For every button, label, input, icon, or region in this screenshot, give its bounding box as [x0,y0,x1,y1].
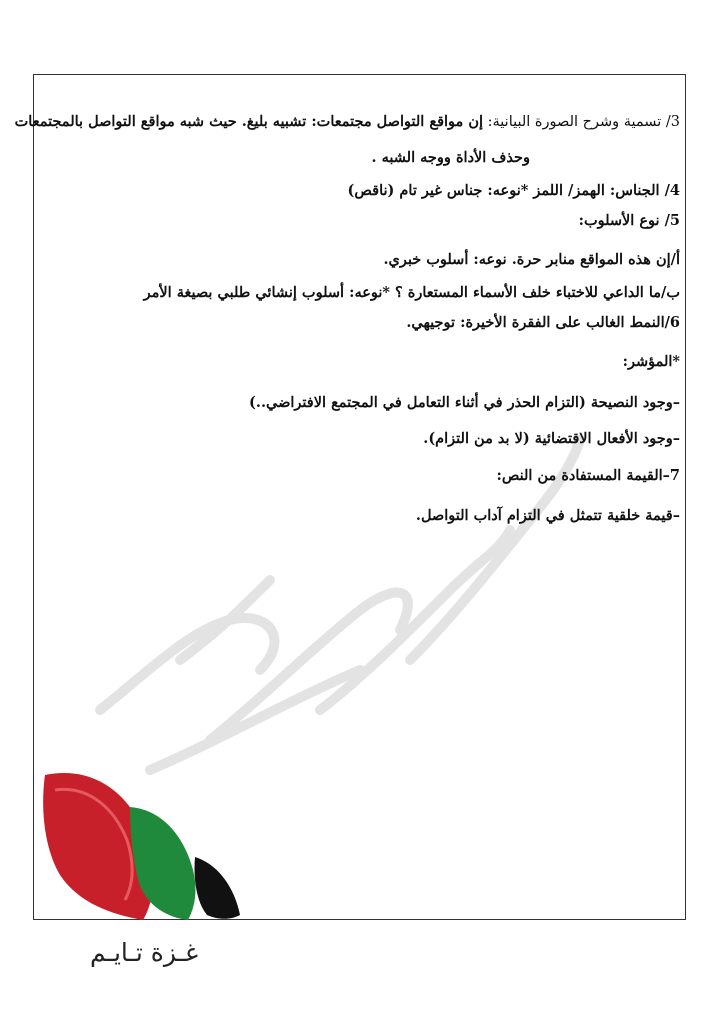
line-3: 4/ الجناس: الهمز/ اللمز *نوعه: جناس غير تام (ناقص) [347,182,680,199]
line-7: 6/النمط الغالب على الفقرة الأخيرة: توجيهي. [406,314,680,331]
line-11: 7–القيمة المستفادة من النص: [496,467,680,484]
line-6: ب/ما الداعي للاختباء خلف الأسماء المستعارة ؟ *نوعه: أسلوب إنشائي طلبي بصيغة الأمر [143,284,680,301]
line-9: –وجود النصيحة (التزام الحذر في أثناء التعامل في المجتمع الافتراضي..) [249,394,680,411]
line-12: –قيمة خلقية تتمثل في التزام آداب التواصل. [415,507,680,524]
brand-name: غـزة تـايـم [90,938,199,967]
line-5: أ/إن هذه المواقع منابر حرة. نوعه: أسلوب خبري. [383,251,680,268]
line-1: 3/ تسمية وشرح الصورة البيانية: إن مواقع التواصل مجتمعات: تشبيه بليغ. حيث شبه مواقع التواصل بالمجتمعات [14,113,680,130]
brand-logo [35,765,250,925]
line-4: 5/ نوع الأسلوب: [578,212,680,229]
line-10: –وجود الأفعال الاقتضائية (لا بد من التزام). [423,430,680,447]
line-2: وحذف الأداة ووجه الشبه . [371,149,530,166]
line-8: *المؤشر: [622,353,680,370]
